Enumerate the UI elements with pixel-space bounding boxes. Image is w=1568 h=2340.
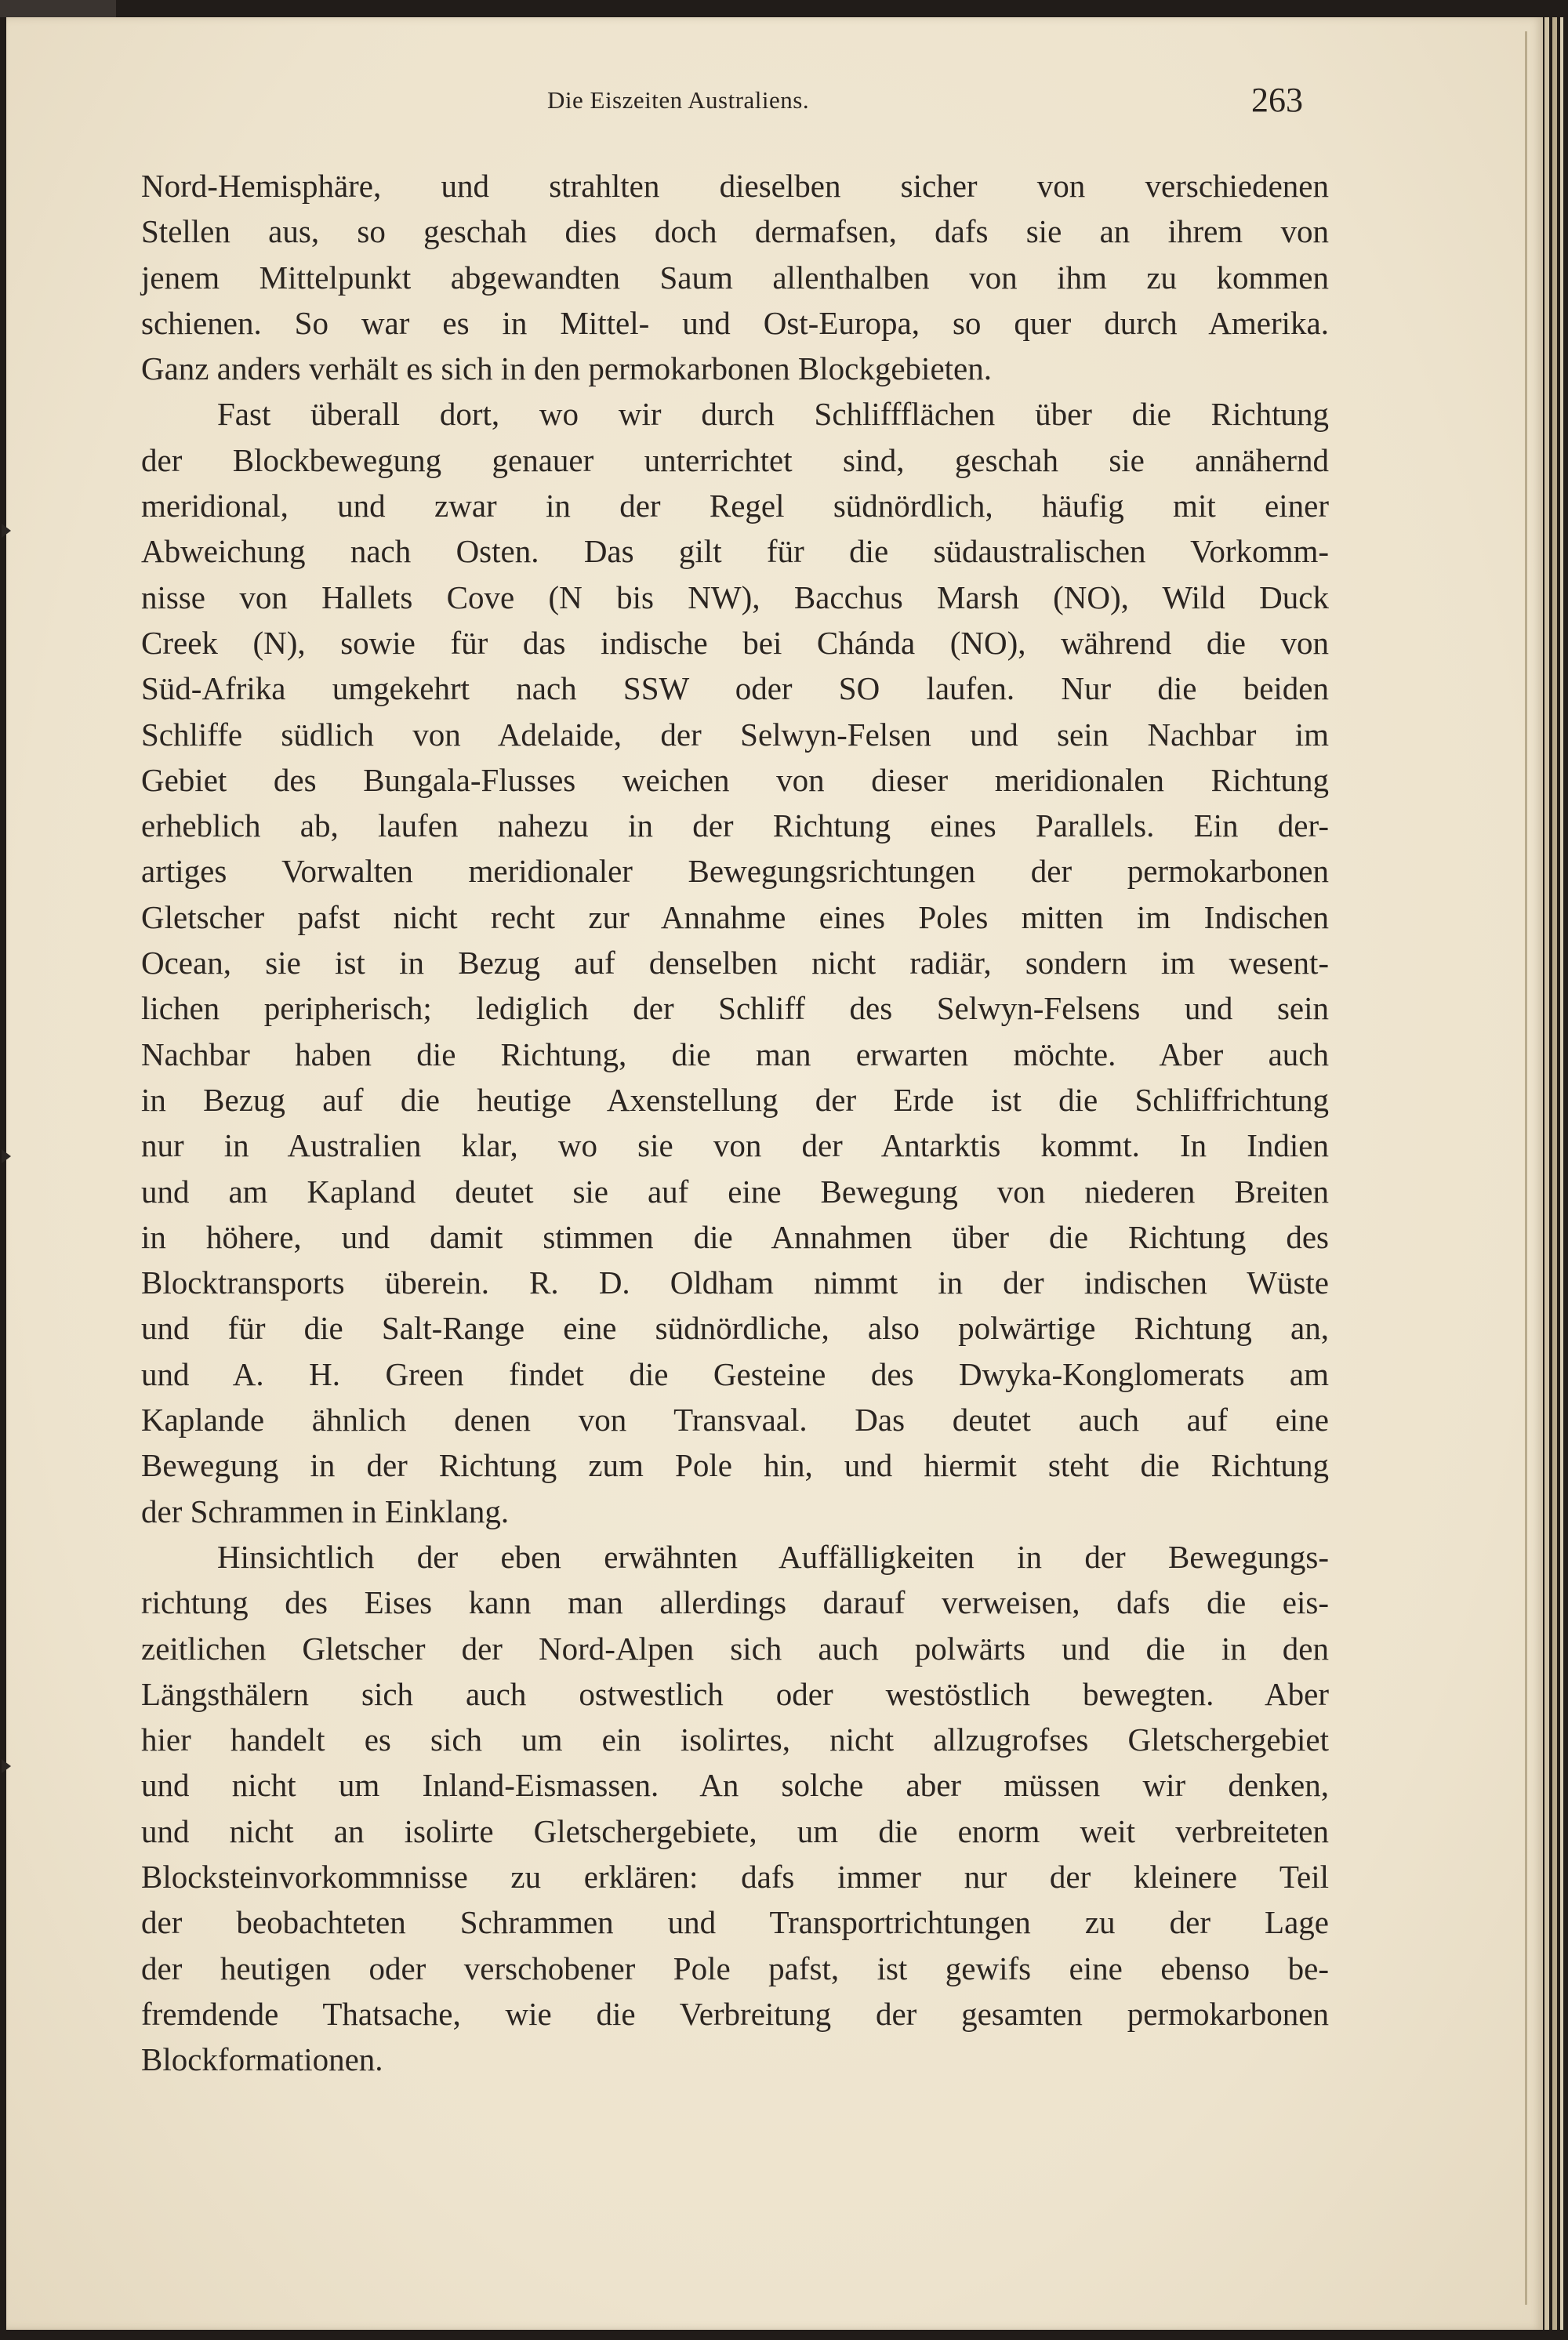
text-line: Hinsichtlich der eben erwähnten Auffälligkeiten in der Bewegungs- bbox=[217, 1538, 1329, 1575]
running-header bbox=[547, 81, 1331, 133]
text-line: Nord-Hemisphäre, und strahlten dieselben sicher von verschiedenen bbox=[141, 168, 1329, 204]
text-line: nisse von Hallets Cove (N bis NW), Bacchus Marsh (NO), Wild Duck bbox=[141, 579, 1329, 615]
text-line: der beobachteten Schrammen und Transportrichtungen zu der Lage bbox=[141, 1904, 1329, 1941]
margin-arrow-icon bbox=[2, 1149, 11, 1163]
text-line: in Bezug auf die heutige Axenstellung der Erde ist die Schliffrichtung bbox=[141, 1081, 1329, 1118]
page-edge bbox=[1544, 17, 1549, 2330]
text-line: in höhere, und damit stimmen die Annahmen über die Richtung des bbox=[141, 1218, 1329, 1255]
text-line: hier handelt es sich um ein isolirtes, nicht allzugrofses Gletschergebiet bbox=[141, 1721, 1329, 1758]
text-line: Längsthälern sich auch ostwestlich oder westöstlich bewegten. Aber bbox=[141, 1675, 1329, 1712]
text-line: Stellen aus, so geschah dies doch dermafsen, dafs sie an ihrem von bbox=[141, 213, 1329, 250]
scan-corner bbox=[0, 0, 116, 17]
page-number: 263 bbox=[1251, 81, 1303, 119]
text-line: erheblich ab, laufen nahezu in der Richtung eines Parallels. Ein der- bbox=[141, 807, 1329, 844]
gutter-shadow bbox=[1525, 31, 1527, 2305]
text-line: Schliffe südlich von Adelaide, der Selwyn-Felsen und sein Nachbar im bbox=[141, 716, 1329, 753]
text-line: Kaplande ähnlich denen von Transvaal. Das deutet auch auf eine bbox=[141, 1402, 1329, 1438]
text-line: richtung des Eises kann man allerdings darauf verweisen, dafs die eis- bbox=[141, 1584, 1329, 1621]
text-line: Ganz anders verhält es sich in den permokarbonen Blockgebieten. bbox=[141, 350, 992, 387]
body-text bbox=[141, 163, 1329, 2082]
text-line: schienen. So war es in Mittel- und Ost-Europa, so quer durch Amerika. bbox=[141, 304, 1329, 341]
text-line: meridional, und zwar in der Regel südnördlich, häufig mit einer bbox=[141, 488, 1329, 524]
text-line: nur in Australien klar, wo sie von der Antarktis kommt. In Indien bbox=[141, 1127, 1329, 1164]
text-line: und für die Salt-Range eine südnördliche, also polwärtige Richtung an, bbox=[141, 1310, 1329, 1347]
page-edge bbox=[1552, 17, 1557, 2330]
text-line: und am Kapland deutet sie auf eine Bewegung von niederen Breiten bbox=[141, 1173, 1329, 1210]
text-line: Abweichung nach Osten. Das gilt für die südaustralischen Vorkomm- bbox=[141, 533, 1329, 570]
text-line: der Schrammen in Einklang. bbox=[141, 1493, 510, 1529]
running-title: Die Eiszeiten Australiens. bbox=[547, 86, 810, 114]
text-line: Ocean, sie ist in Bezug auf denselben nicht radiär, sondern im wesent- bbox=[141, 945, 1329, 981]
text-line: Blocktransports überein. R. D. Oldham nimmt in der indischen Wüste bbox=[141, 1264, 1329, 1301]
text-line: und nicht um Inland-Eismassen. An solche aber müssen wir denken, bbox=[141, 1767, 1329, 1804]
margin-arrow-icon bbox=[2, 524, 11, 538]
text-line: jenem Mittelpunkt abgewandten Saum allenthalben von ihm zu kommen bbox=[141, 259, 1329, 296]
text-line: der heutigen oder verschobener Pole pafst, ist gewifs eine ebenso be- bbox=[141, 1950, 1329, 1986]
text-line: Creek (N), sowie für das indische bei Chánda (NO), während die von bbox=[141, 624, 1329, 661]
text-line: zeitlichen Gletscher der Nord-Alpen sich auch polwärts und die in den bbox=[141, 1630, 1329, 1667]
text-line: und nicht an isolirte Gletschergebiete, um die enorm weit verbreiteten bbox=[141, 1812, 1329, 1849]
text-line: artiges Vorwalten meridionaler Bewegungsrichtungen der permokarbonen bbox=[141, 853, 1329, 890]
text-line: der Blockbewegung genauer unterrichtet sind, geschah sie annähernd bbox=[141, 441, 1329, 478]
page-edge bbox=[1560, 17, 1563, 2330]
text-line: Blocksteinvorkommnisse zu erklären: dafs immer nur der kleinere Teil bbox=[141, 1858, 1329, 1895]
margin-arrow-icon bbox=[2, 1759, 11, 1773]
text-line: und A. H. Green findet die Gesteine des Dwyka-Konglomerats am bbox=[141, 1355, 1329, 1392]
text-line: lichen peripherisch; lediglich der Schliff des Selwyn-Felsens und sein bbox=[141, 990, 1329, 1027]
text-line: Gebiet des Bungala-Flusses weichen von dieser meridionalen Richtung bbox=[141, 761, 1329, 798]
text-line: fremdende Thatsache, wie die Verbreitung der gesamten permokarbonen bbox=[141, 1995, 1329, 2032]
text-line: Gletscher pafst nicht recht zur Annahme eines Poles mitten im Indischen bbox=[141, 898, 1329, 935]
text-line: Fast überall dort, wo wir durch Schliffflächen über die Richtung bbox=[217, 396, 1329, 433]
text-line: Blockformationen. bbox=[141, 2041, 383, 2078]
text-line: Nachbar haben die Richtung, die man erwarten möchte. Aber auch bbox=[141, 1036, 1329, 1072]
text-line: Bewegung in der Richtung zum Pole hin, und hiermit steht die Richtung bbox=[141, 1447, 1329, 1484]
text-line: Süd-Afrika umgekehrt nach SSW oder SO laufen. Nur die beiden bbox=[141, 670, 1329, 707]
